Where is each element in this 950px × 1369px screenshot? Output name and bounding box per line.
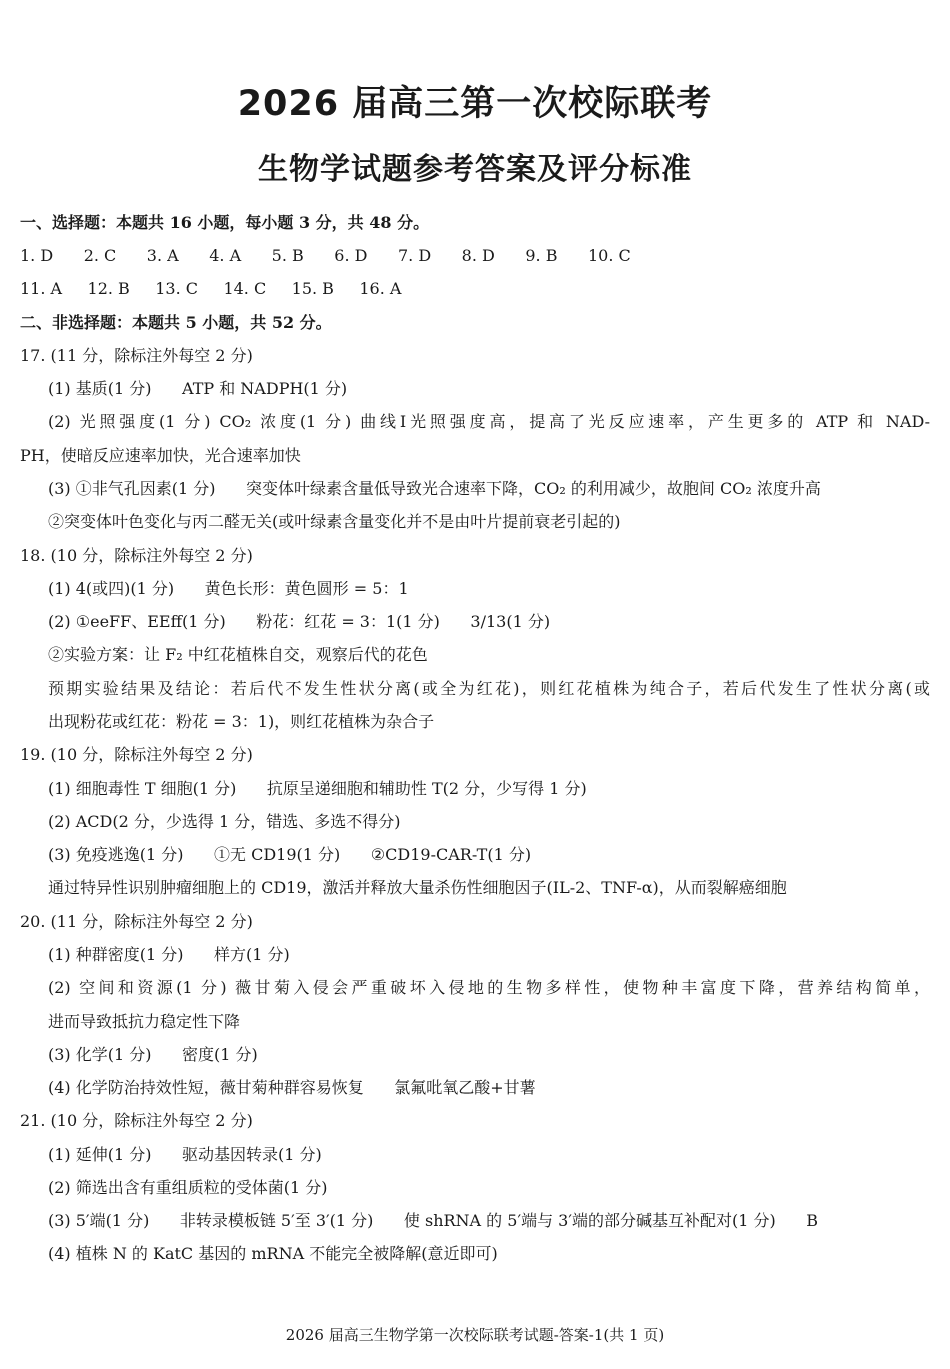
question-heading: 21. (10 分，除标注外每空 2 分) <box>20 1111 253 1130</box>
answer-line: (1) 细胞毒性 T 细胞(1 分) 抗原呈递细胞和辅助性 T(2 分，少写得 1 分) <box>48 779 587 798</box>
answer-line: (1) 延伸(1 分) 驱动基因转录(1 分) <box>48 1145 322 1164</box>
answer-line: 进而导致抵抗力稳定性下降 <box>48 1012 241 1031</box>
answer-line: (2) 光照强度(1 分) CO₂ 浓度(1 分) 曲线Ⅰ光照强度高，提高了光反应速率，产生更多的 ATP 和 NAD- <box>48 412 930 431</box>
answer-line: (4) 植株 N 的 KatC 基因的 mRNA 不能完全被降解(意近即可) <box>48 1244 498 1263</box>
document-subtitle: 生物学试题参考答案及评分标准 <box>258 152 692 187</box>
answer-line: (1) 基质(1 分) ATP 和 NADPH(1 分) <box>48 379 348 398</box>
answer-line: 出现粉花或红花：粉花 = 3：1)，则红花植株为杂合子 <box>48 712 435 731</box>
answer-row: 1. D 2. C 3. A 4. A 5. B 6. D 7. D 8. D 9. B 10. C <box>20 246 631 265</box>
answer-line: ②实验方案：让 F₂ 中红花植株自交，观察后代的花色 <box>48 645 428 664</box>
answer-line: (2) ACD(2 分，少选得 1 分，错选、多选不得分) <box>48 812 401 831</box>
answer-line: (1) 4(或四)(1 分) 黄色长形：黄色圆形 = 5：1 <box>48 579 409 598</box>
answer-line: ②突变体叶色变化与丙二醛无关(或叶绿素含量变化并不是由叶片提前衰老引起的) <box>48 512 621 531</box>
answer-line: (4) 化学防治持效性短，薇甘菊种群容易恢复 氯氟吡氧乙酸+甘薯 <box>48 1078 536 1097</box>
answer-line: 通过特异性识别肿瘤细胞上的 CD19，激活并释放大量杀伤性细胞因子(IL-2、TNF-α)，从而裂解癌细胞 <box>48 878 787 897</box>
question-heading: 19. (10 分，除标注外每空 2 分) <box>20 745 253 764</box>
answer-line: (2) ①eeFF、EEff(1 分) 粉花：红花 = 3：1(1 分) 3/13(1 分) <box>48 612 551 631</box>
answer-line: (2) 空间和资源(1 分) 薇甘菊入侵会严重破坏入侵地的生物多样性，使物种丰富度下降，营养结构简单， <box>48 978 930 997</box>
answer-line: 预期实验结果及结论：若后代不发生性状分离(或全为红花)，则红花植株为纯合子，若后代发生了性状分离(或 <box>48 679 930 698</box>
question-heading: 18. (10 分，除标注外每空 2 分) <box>20 546 253 565</box>
answer-row: 11. A 12. B 13. C 14. C 15. B 16. A <box>20 279 402 298</box>
section-heading: 一、选择题：本题共 16 小题，每小题 3 分，共 48 分。 <box>20 213 430 232</box>
answer-line: PH，使暗反应速率加快，光合速率加快 <box>20 446 301 465</box>
answer-line: (2) 筛选出含有重组质粒的受体菌(1 分) <box>48 1178 328 1197</box>
answer-line: (3) 免疫逃逸(1 分) ①无 CD19(1 分) ②CD19-CAR-T(1 分) <box>48 845 532 864</box>
answer-line: (3) 5′端(1 分) 非转录模板链 5′至 3′(1 分) 使 shRNA 的 5′端与 3′端的部分碱基互补配对(1 分) B <box>48 1211 819 1230</box>
answer-line: (3) ①非气孔因素(1 分) 突变体叶绿素含量低导致光合速率下降，CO₂ 的利用减少，故胞间 CO₂ 浓度升高 <box>48 479 821 498</box>
answer-line: (1) 种群密度(1 分) 样方(1 分) <box>48 945 290 964</box>
document-title: 2026 届高三第一次校际联考 <box>237 84 713 124</box>
section-heading: 二、非选择题：本题共 5 小题，共 52 分。 <box>20 313 332 332</box>
question-heading: 20. (11 分，除标注外每空 2 分) <box>20 912 253 931</box>
page-footer: 2026 届高三生物学第一次校际联考试题-答案-1(共 1 页) <box>285 1326 665 1344</box>
question-heading: 17. (11 分，除标注外每空 2 分) <box>20 346 253 365</box>
answer-line: (3) 化学(1 分) 密度(1 分) <box>48 1045 258 1064</box>
